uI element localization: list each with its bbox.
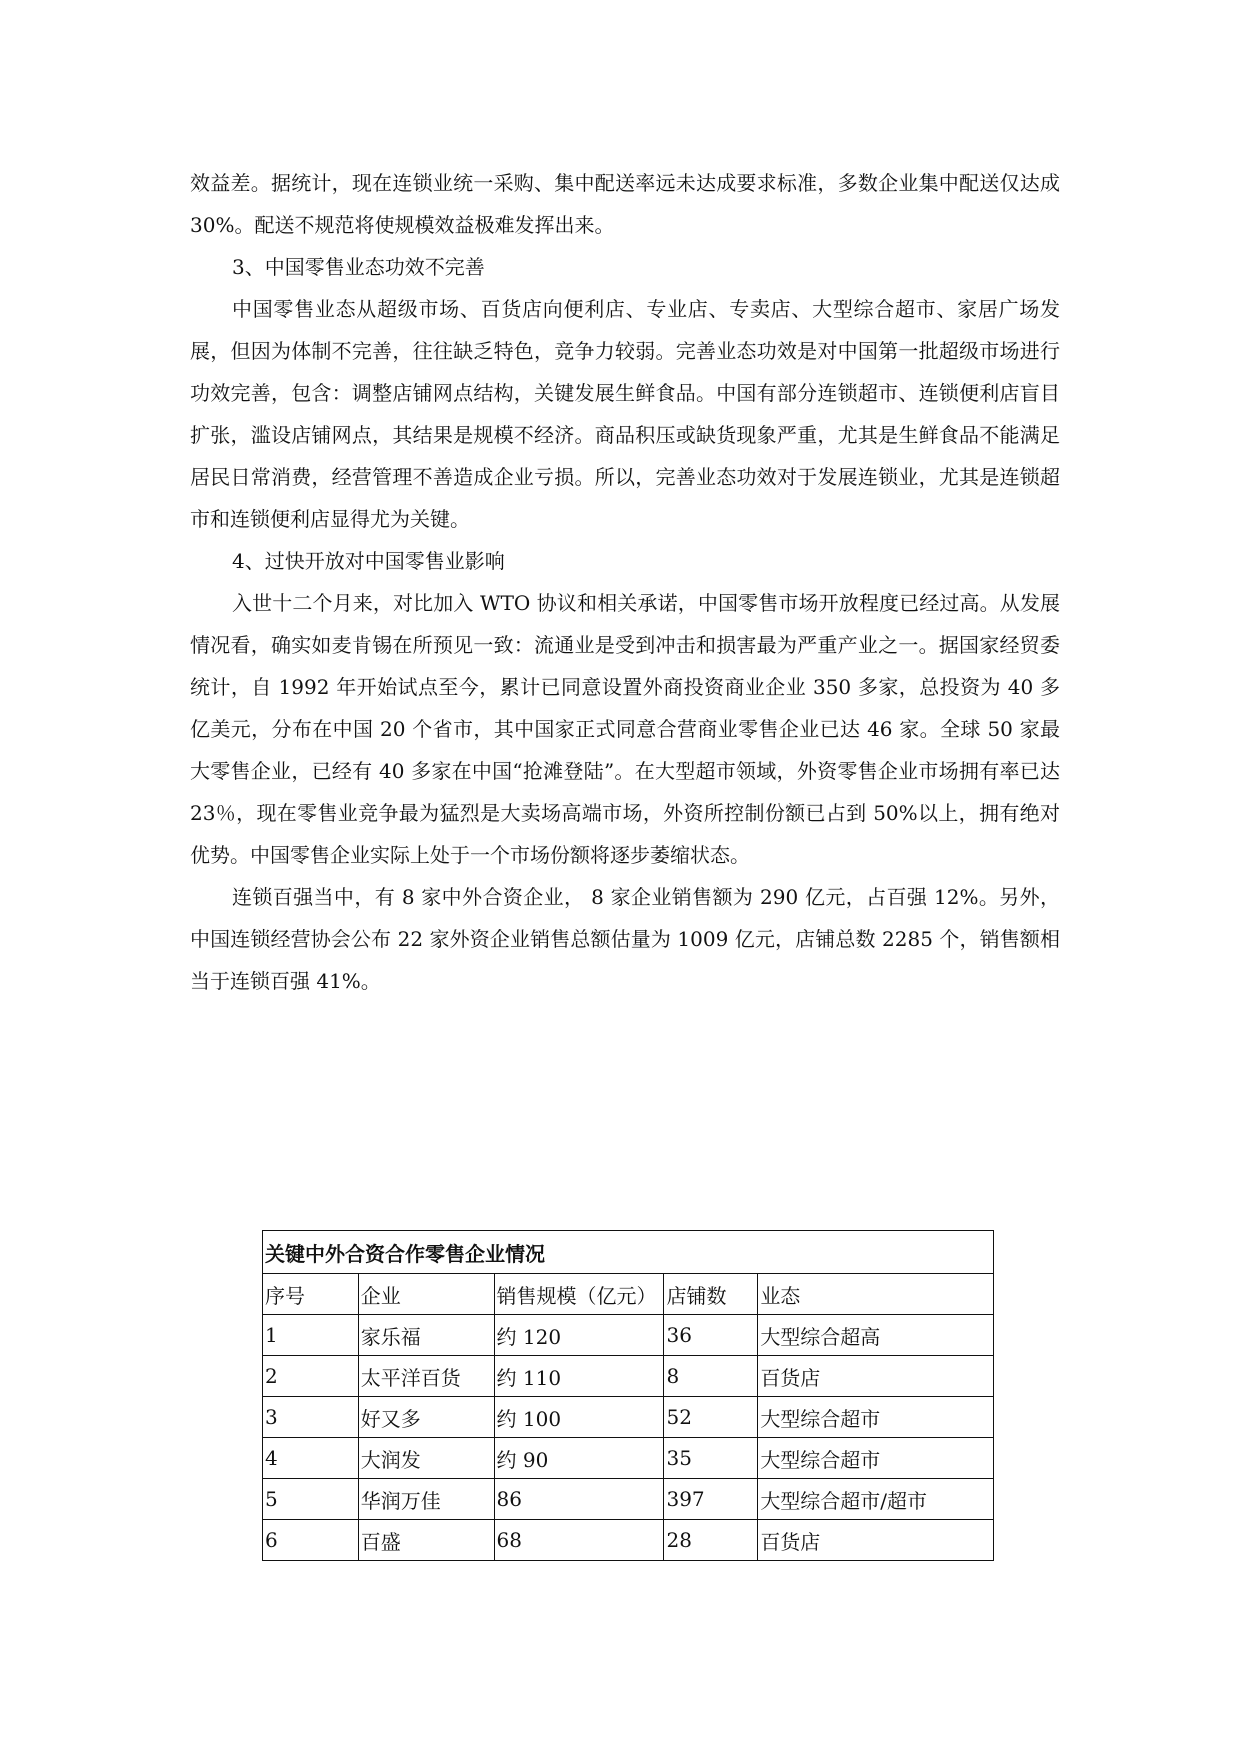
table-row [263, 1479, 994, 1520]
section-heading-4: 4、过快开放对中国零售业影响 [232, 549, 505, 573]
table-cell: 家乐福 [358, 1315, 494, 1356]
header-cell: 店铺数 [664, 1274, 758, 1315]
joint-venture-retail-table [262, 1230, 994, 1561]
section-heading-3: 3、中国零售业态功效不完善 [232, 255, 485, 279]
table-cell: 大型综合超高 [758, 1315, 994, 1356]
table-cell: 好又多 [358, 1397, 494, 1438]
table-header-row [263, 1274, 994, 1315]
table-cell: 约 120 [494, 1315, 664, 1356]
header-cell: 销售规模（亿元） [494, 1274, 664, 1315]
table-cell: 华润万佳 [358, 1479, 494, 1520]
table-caption-row [263, 1231, 994, 1274]
table-cell: 5 [263, 1479, 359, 1520]
table-row [263, 1315, 994, 1356]
table-row [263, 1520, 994, 1561]
table-cell: 约 100 [494, 1397, 664, 1438]
table-cell: 3 [263, 1397, 359, 1438]
table-cell: 约 90 [494, 1438, 664, 1479]
table-cell: 8 [664, 1356, 758, 1397]
table-cell: 2 [263, 1356, 359, 1397]
table-cell: 百货店 [758, 1520, 994, 1561]
joint-venture-table-wrap [262, 1230, 994, 1561]
table-cell: 约 110 [494, 1356, 664, 1397]
table-row [263, 1438, 994, 1479]
table-cell: 52 [664, 1397, 758, 1438]
table-cell: 大润发 [358, 1438, 494, 1479]
header-cell: 序号 [263, 1274, 359, 1315]
paragraph-wto-opening: 入世十二个月来，对比加入 WTO 协议和相关承诺，中国零售市场开放程度已经过高。从发展情况看，确实如麦肯锡在所预见一致：流通业是受到冲击和损害最为严重产业之一。据国家经贸委统计，自 1992 年开始试点至今，累计已同意设置外商投资商业企业 350 多家，总投资为 40 多亿美元，分布在中国 20 个省市，其中国家正式同意合营商业零售企业已达 46 家。全球 50 家最大零售企业，已经有 40 多家在中国“抢滩登陆”。在大型超市领域，外资零售企业市场拥有率已达 23％，现在零售业竞争最为猛烈是大卖场高端市场，外资所控制份额已占到 50%以上，拥有绝对优势。中国零售企业实际上处于一个市场份额将逐步萎缩状态。 [190, 591, 1060, 867]
table-cell: 6 [263, 1520, 359, 1561]
table-cell: 86 [494, 1479, 664, 1520]
paragraph-distribution: 效益差。据统计，现在连锁业统一采购、集中配送率远未达成要求标准，多数企业集中配送仅达成30%。配送不规范将使规模效益极难发挥出来。 [190, 171, 1060, 237]
table-cell: 百盛 [358, 1520, 494, 1561]
paragraph-top-100-chains: 连锁百强当中，有 8 家中外合资企业， 8 家企业销售额为 290 亿元，占百强 12%。另外，中国连锁经营协会公布 22 家外资企业销售总额估量为 1009 亿元，店铺总数 2285 个，销售额相当于连锁百强 41%。 [190, 885, 1060, 993]
table-cell: 大型综合超市 [758, 1438, 994, 1479]
table-cell: 大型综合超市 [758, 1397, 994, 1438]
table-row [263, 1356, 994, 1397]
table-cell: 大型综合超市/超市 [758, 1479, 994, 1520]
paragraph-retail-formats: 中国零售业态从超级市场、百货店向便利店、专业店、专卖店、大型综合超市、家居广场发展，但因为体制不完善，往往缺乏特色，竞争力较弱。完善业态功效是对中国第一批超级市场进行功效完善，包含：调整店铺网点结构，关键发展生鲜食品。中国有部分连锁超市、连锁便利店盲目扩张，滥设店铺网点，其结果是规模不经济。商品积压或缺货现象严重，尤其是生鲜食品不能满足居民日常消费，经营管理不善造成企业亏损。所以，完善业态功效对于发展连锁业，尤其是连锁超市和连锁便利店显得尤为关键。 [190, 297, 1060, 531]
table-cell: 36 [664, 1315, 758, 1356]
table-cell: 397 [664, 1479, 758, 1520]
table-cell: 1 [263, 1315, 359, 1356]
body-text [190, 162, 1060, 1002]
table-cell: 68 [494, 1520, 664, 1561]
table-cell: 百货店 [758, 1356, 994, 1397]
table-caption: 关键中外合资合作零售企业情况 [263, 1231, 994, 1274]
table-row [263, 1397, 994, 1438]
table-cell: 35 [664, 1438, 758, 1479]
table-cell: 4 [263, 1438, 359, 1479]
header-cell: 企业 [358, 1274, 494, 1315]
header-cell: 业态 [758, 1274, 994, 1315]
table-cell: 28 [664, 1520, 758, 1561]
table-cell: 太平洋百货 [358, 1356, 494, 1397]
